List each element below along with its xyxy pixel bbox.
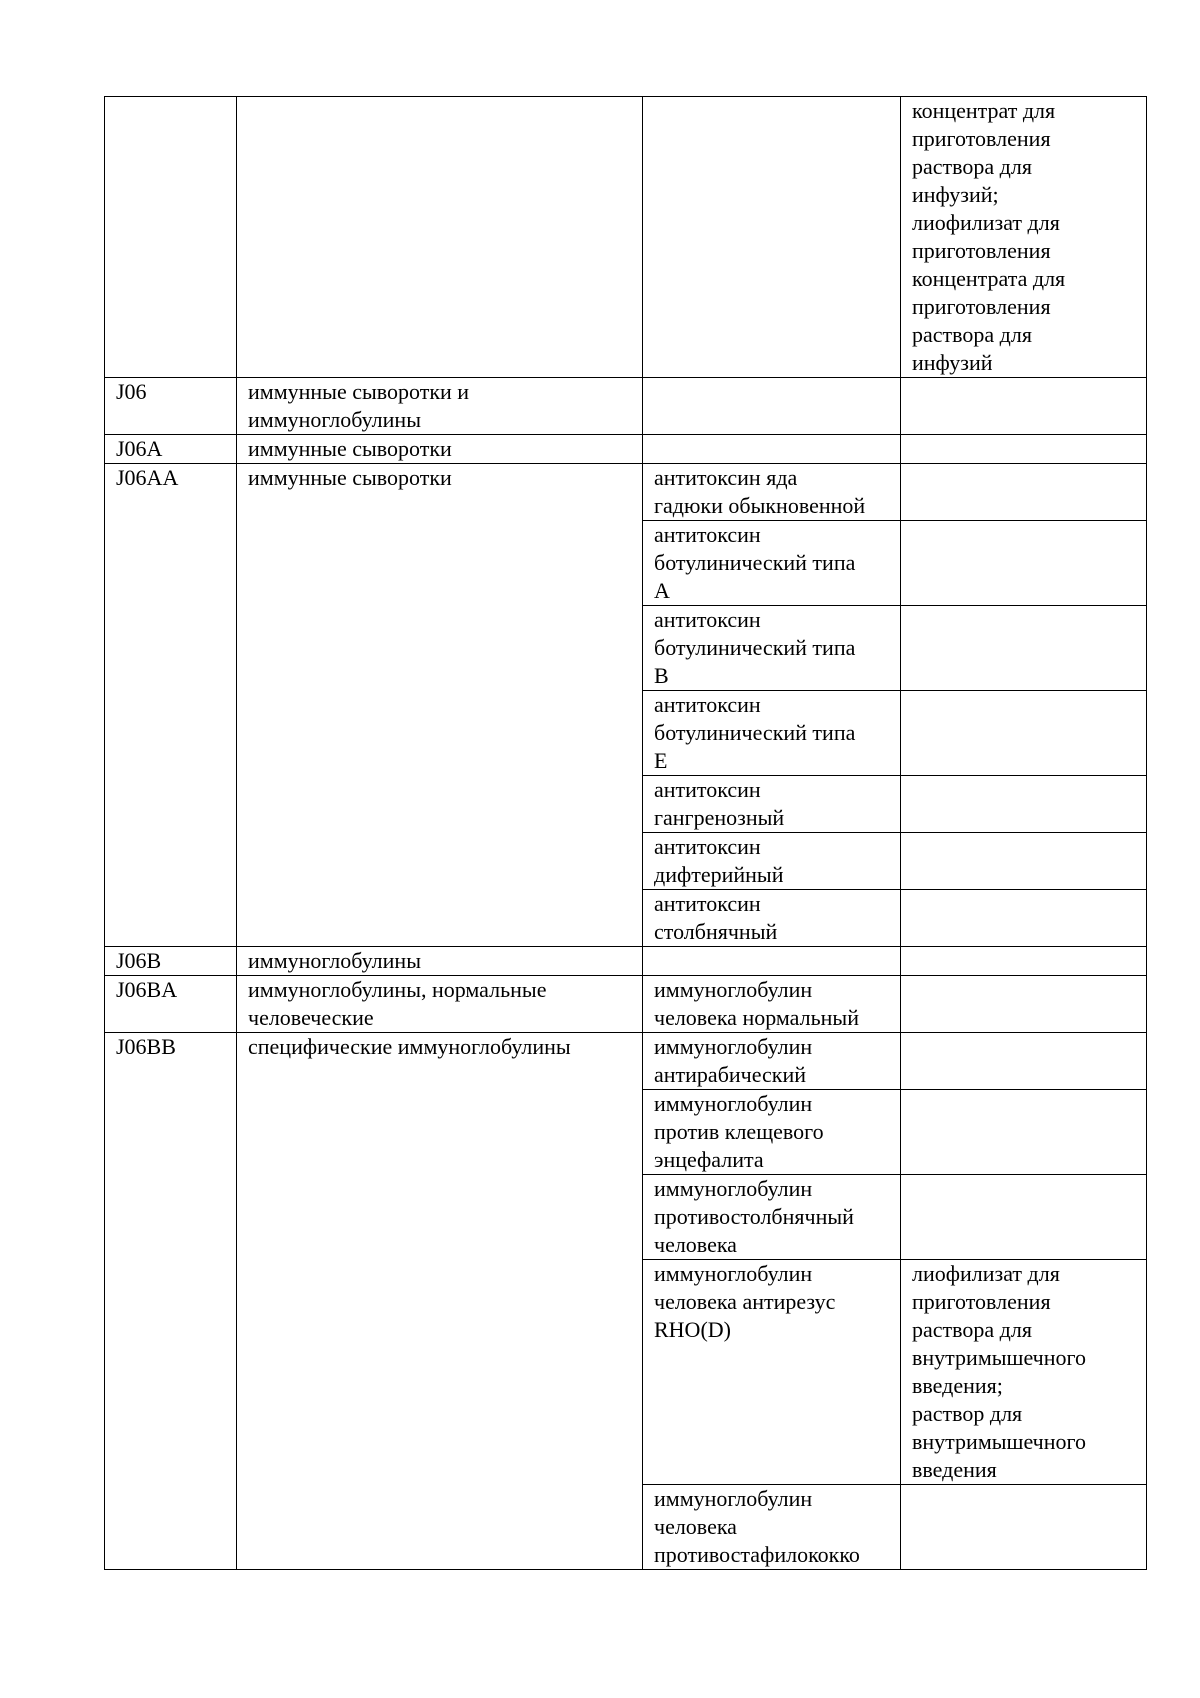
dosage-form-cell xyxy=(901,464,1147,521)
dosage-form-cell xyxy=(901,691,1147,776)
dosage-form-cell xyxy=(901,833,1147,890)
dosage-form-cell xyxy=(901,1485,1147,1570)
drug-name-cell: антитоксин дифтерийный xyxy=(643,833,901,890)
dosage-form-cell xyxy=(901,1033,1147,1090)
dosage-form-cell xyxy=(901,776,1147,833)
drug-name-cell: антитоксин яда гадюки обыкновенной xyxy=(643,464,901,521)
table-row xyxy=(105,378,1147,435)
drug-name-cell xyxy=(643,97,901,378)
table-row xyxy=(105,435,1147,464)
atc-group-cell: иммунные сыворотки xyxy=(237,435,643,464)
drug-name-cell xyxy=(643,378,901,435)
dosage-form-cell xyxy=(901,606,1147,691)
drug-name-cell: иммуноглобулин человека нормальный xyxy=(643,976,901,1033)
dosage-form-cell xyxy=(901,435,1147,464)
dosage-form-cell xyxy=(901,976,1147,1033)
atc-group-cell: иммуноглобулины, нормальные человеческие xyxy=(237,976,643,1033)
drug-list-table xyxy=(104,96,1147,1570)
atc-code-cell: J06 xyxy=(105,378,237,435)
dosage-form-cell xyxy=(901,1090,1147,1175)
atc-group-cell: специфические иммуноглобулины xyxy=(237,1033,643,1570)
table-row xyxy=(105,97,1147,378)
drug-name-cell: антитоксин ботулинический типа E xyxy=(643,691,901,776)
drug-name-cell: иммуноглобулин человека противостафилококко xyxy=(643,1485,901,1570)
drug-name-cell: антитоксин ботулинический типа A xyxy=(643,521,901,606)
dosage-form-cell xyxy=(901,378,1147,435)
dosage-form-cell xyxy=(901,947,1147,976)
table-row xyxy=(105,1033,1147,1090)
drug-name-cell: антитоксин столбнячный xyxy=(643,890,901,947)
atc-group-cell: иммунные сыворотки и иммуноглобулины xyxy=(237,378,643,435)
table-row xyxy=(105,947,1147,976)
table-row xyxy=(105,976,1147,1033)
drug-name-cell xyxy=(643,947,901,976)
dosage-form-cell xyxy=(901,1175,1147,1260)
atc-code-cell: J06BA xyxy=(105,976,237,1033)
atc-group-cell xyxy=(237,97,643,378)
table-row xyxy=(105,464,1147,521)
drug-name-cell: иммуноглобулин человека антирезус RHO(D) xyxy=(643,1260,901,1485)
atc-group-cell: иммуноглобулины xyxy=(237,947,643,976)
drug-name-cell: антитоксин ботулинический типа B xyxy=(643,606,901,691)
atc-code-cell: J06A xyxy=(105,435,237,464)
dosage-form-cell xyxy=(901,521,1147,606)
drug-name-cell xyxy=(643,435,901,464)
dosage-form-cell: концентрат для приготовления раствора для инфузий; лиофилизат для приготовления концентрата для приготовления раствора для инфузий xyxy=(901,97,1147,378)
dosage-form-cell xyxy=(901,890,1147,947)
atc-code-cell: J06BB xyxy=(105,1033,237,1570)
atc-group-cell: иммунные сыворотки xyxy=(237,464,643,947)
atc-code-cell: J06AA xyxy=(105,464,237,947)
drug-name-cell: иммуноглобулин противостолбнячный человека xyxy=(643,1175,901,1260)
drug-name-cell: иммуноглобулин антирабический xyxy=(643,1033,901,1090)
atc-code-cell: J06B xyxy=(105,947,237,976)
atc-code-cell xyxy=(105,97,237,378)
drug-name-cell: антитоксин гангренозный xyxy=(643,776,901,833)
drug-name-cell: иммуноглобулин против клещевого энцефалита xyxy=(643,1090,901,1175)
dosage-form-cell: лиофилизат для приготовления раствора для внутримышечного введения; раствор для внутримышечного введения xyxy=(901,1260,1147,1485)
